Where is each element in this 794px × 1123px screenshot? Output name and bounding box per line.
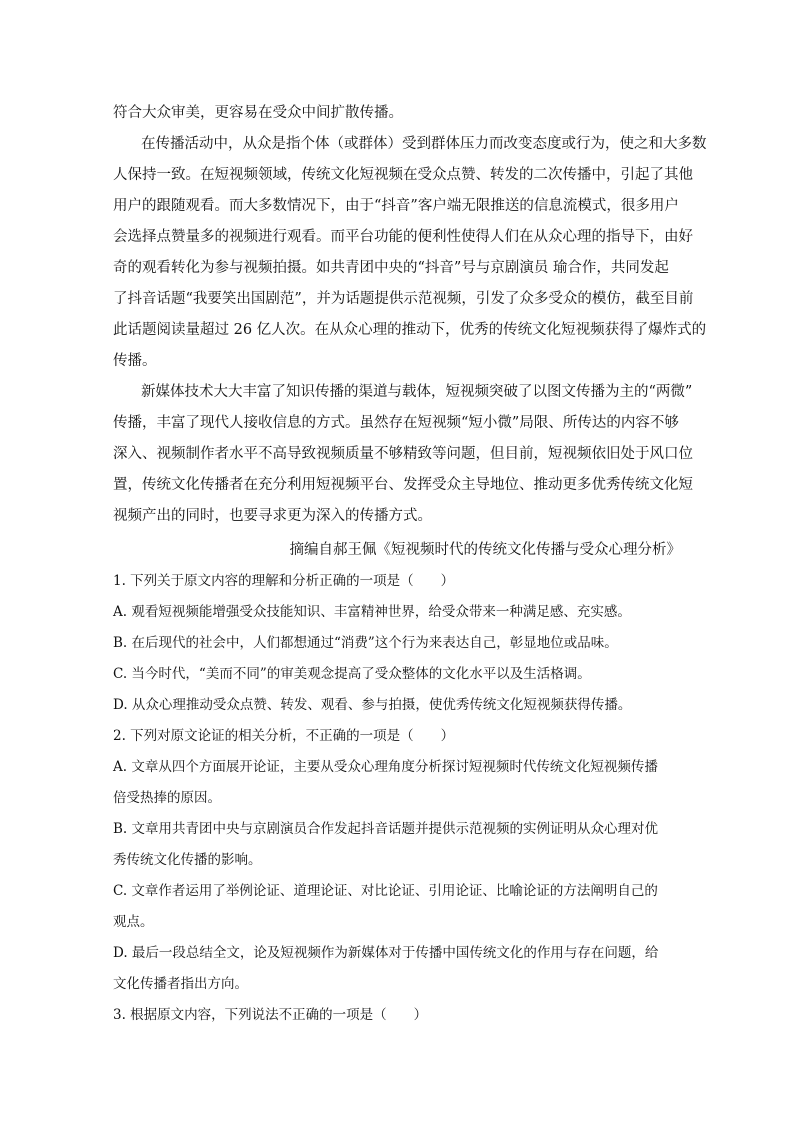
paragraph-line: 了抖音话题“我要笑出国剧范”，并为话题提供示范视频，引发了众多受众的模仿，截至目前 <box>113 291 694 307</box>
question-option-continuation: 文化传播者指出方向。 <box>113 976 248 992</box>
paragraph-line: 新媒体技术大大丰富了知识传播的渠道与载体，短视频突破了以图文传播为主的“两微” <box>141 384 693 400</box>
source-citation: 摘编自郝王佩《短视频时代的传统文化传播与受众心理分析》 <box>289 542 681 558</box>
question-option: A. 文章从四个方面展开论证，主要从受众心理角度分析探讨短视频时代传统文化短视频传播 <box>113 759 658 775</box>
question-stem: 1. 下列关于原文内容的理解和分析正确的一项是（ ） <box>113 573 455 589</box>
paragraph-line: 此话题阅读量超过 26 亿人次。在从众心理的推动下，优秀的传统文化短视频获得了爆炸式的 <box>113 322 707 338</box>
question-option: C. 文章作者运用了举例论证、道理论证、对比论证、引用论证、比喻论证的方法阐明自己的 <box>113 883 658 899</box>
paragraph-line: 传播，丰富了现代人接收信息的方式。虽然存在短视频“短小微”局限、所传达的内容不够 <box>113 415 679 431</box>
paragraph-line: 人保持一致。在短视频领域，传统文化短视频在受众点赞、转发的二次传播中，引起了其他 <box>113 167 693 183</box>
question-stem: 2. 下列对原文论证的相关分析，不正确的一项是（ ） <box>113 728 455 744</box>
paragraph-line: 会选择点赞量多的视频进行观看。而平台功能的便利性使得人们在从众心理的指导下，由好 <box>113 229 693 245</box>
question-option-continuation: 倍受热捧的原因。 <box>113 790 221 806</box>
paragraph-line: 传播。 <box>113 353 157 369</box>
paragraph-line: 置，传统文化传播者在充分利用短视频平台、发挥受众主导地位、推动更多优秀传统文化短 <box>113 477 693 493</box>
paragraph-line: 用户的跟随观看。而大多数情况下，由于“抖音”客户端无限推送的信息流模式，很多用户 <box>113 198 679 214</box>
question-option: D. 最后一段总结全文，论及短视频作为新媒体对于传播中国传统文化的作用与存在问题，给 <box>113 945 659 961</box>
question-option: D. 从众心理推动受众点赞、转发、观看、参与拍摄，使优秀传统文化短视频获得传播。 <box>113 697 632 713</box>
question-option: B. 文章用共青团中央与京剧演员合作发起抖音话题并提供示范视频的实例证明从众心理对优 <box>113 821 659 837</box>
question-option-continuation: 观点。 <box>113 914 154 930</box>
paragraph-line: 在传播活动中，从众是指个体（或群体）受到群体压力而改变态度或行为，使之和大多数 <box>141 136 707 152</box>
question-option: A. 观看短视频能增强受众技能知识、丰富精神世界，给受众带来一种满足感、充实感。 <box>113 604 631 620</box>
paragraph-line: 视频产出的同时，也要寻求更为深入的传播方式。 <box>113 508 432 524</box>
paragraph-line: 深入、视频制作者水平不高导致视频质量不够精致等问题，但目前，短视频依旧处于风口位 <box>113 446 693 462</box>
question-option: B. 在后现代的社会中，人们都想通过“消费”这个行为来表达自己，彰显地位或品味。 <box>113 635 618 651</box>
question-stem: 3. 根据原文内容，下列说法不正确的一项是（ ） <box>113 1007 428 1023</box>
paragraph-line: 符合大众审美，更容易在受众中间扩散传播。 <box>113 105 403 121</box>
question-option-continuation: 秀传统文化传播的影响。 <box>113 852 262 868</box>
paragraph-line: 奇的观看转化为参与视频拍摄。如共青团中央的“抖音”号与京剧演员 瑜合作，共同发起 <box>113 260 669 276</box>
question-option: C. 当今时代，“美而不同”的审美观念提高了受众整体的文化水平以及生活格调。 <box>113 666 591 682</box>
